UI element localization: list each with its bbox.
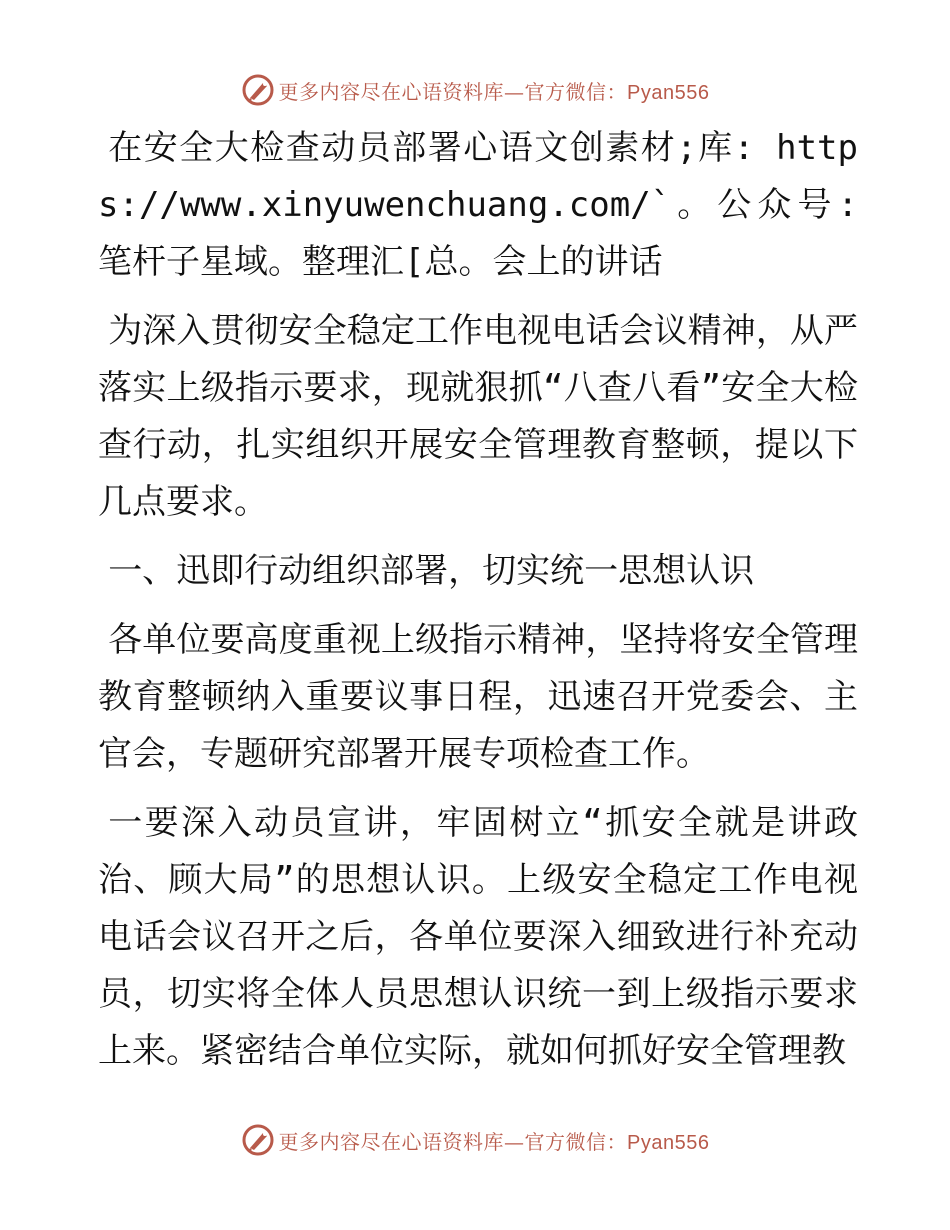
section-heading: 一、迅即行动组织部署，切实统一思想认识 (108, 551, 755, 591)
banner-wechat-id: Pyan556 (627, 81, 710, 104)
header-banner (0, 70, 950, 110)
pen-seal-logo-icon (241, 1123, 275, 1157)
banner-wechat-id: Pyan556 (627, 1131, 710, 1154)
body-paragraph: 一要深入动员宣讲，牢固树立“抓安全就是讲政治、顾大局”的思想认识。上级安全稳定工作电视电话会议召开之后，各单位要深入细致进行补充动员，切实将全体人员思想认识统一到上级指示要求上来。紧密结合单位实际，就如何抓好安全管理教 (98, 803, 858, 1071)
banner-text (279, 76, 710, 105)
document-title-paragraph: 在安全大检查动员部署心语文创素材;库: https://www.xinyuwenchuang.com/`。公众号: 笔杆子星域。整理汇[总。会上的讲话 (98, 128, 858, 282)
banner-label: 更多内容尽在心语资料库—官方微信： (278, 1129, 628, 1154)
intro-paragraph: 为深入贯彻安全稳定工作电视电话会议精神，从严落实上级指示要求，现就狠抓“八查八看”安全大检查行动，扎实组织开展安全管理教育整顿，提以下几点要求。 (98, 311, 858, 522)
pen-seal-logo-icon (241, 73, 275, 107)
body-paragraph: 各单位要高度重视上级指示精神，坚持将安全管理教育整顿纳入重要议事日程，迅速召开党委会、主官会，专题研究部署开展专项检查工作。 (98, 620, 858, 774)
banner-text (279, 1126, 710, 1155)
document-body (98, 120, 858, 1092)
footer-banner (0, 1120, 950, 1160)
banner-label: 更多内容尽在心语资料库—官方微信： (278, 79, 628, 104)
